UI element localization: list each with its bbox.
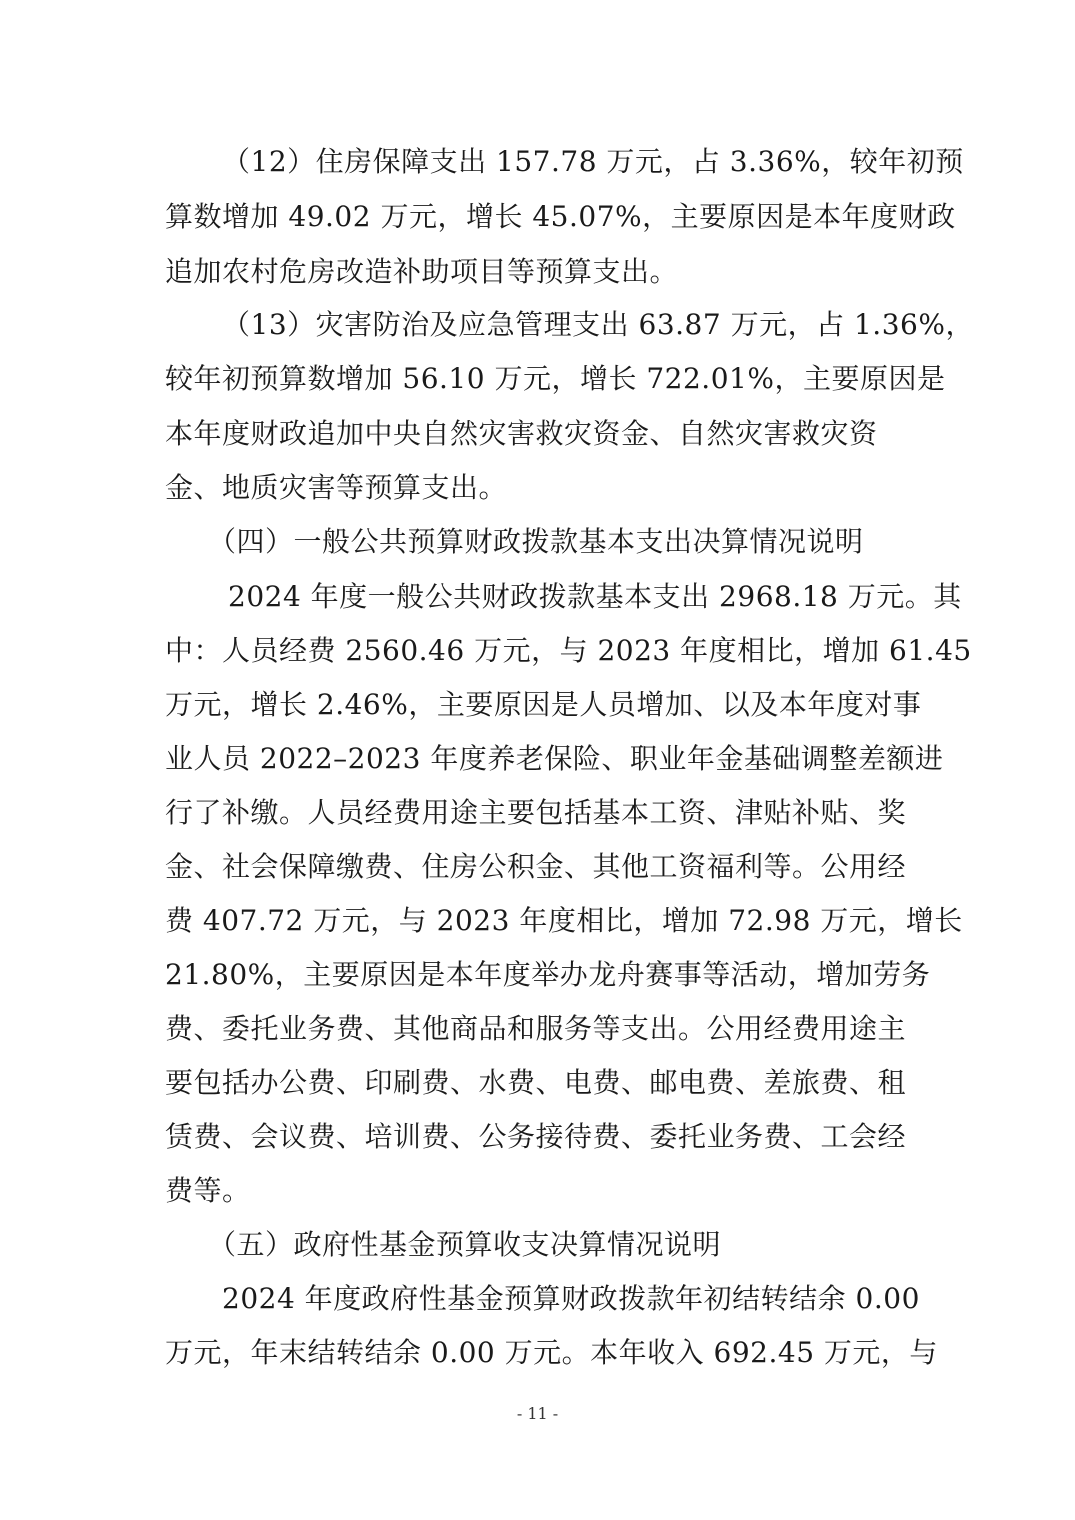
text-line: 万元，增长 2.46%，主要原因是人员增加、以及本年度对事	[165, 688, 922, 721]
text-line: 本年度财政追加中央自然灾害救灾资金、自然灾害救灾资	[165, 417, 878, 450]
text-line: 赁费、会议费、培训费、公务接待费、委托业务费、工会经	[165, 1120, 907, 1153]
section-heading-4: （四）一般公共预算财政拨款基本支出决算情况说明	[208, 525, 864, 558]
text-line: 2024 年度一般公共财政拨款基本支出 2968.18 万元。其	[228, 580, 962, 613]
text-line: 万元，年末结转结余 0.00 万元。本年收入 692.45 万元，与	[165, 1336, 938, 1369]
text-line: 行了补缴。人员经费用途主要包括基本工资、津贴补贴、奖	[165, 796, 907, 829]
text-line: 金、社会保障缴费、住房公积金、其他工资福利等。公用经	[165, 850, 907, 883]
section-heading-5: （五）政府性基金预算收支决算情况说明	[208, 1228, 722, 1261]
text-line: 中：人员经费 2560.46 万元，与 2023 年度相比，增加 61.45	[165, 634, 972, 667]
text-line: 算数增加 49.02 万元，增长 45.07%，主要原因是本年度财政	[165, 200, 956, 233]
text-line: （12）住房保障支出 157.78 万元，占 3.36%，较年初预	[222, 145, 964, 178]
text-line: 2024 年度政府性基金预算财政拨款年初结转结余 0.00	[222, 1282, 920, 1315]
text-line: 费、委托业务费、其他商品和服务等支出。公用经费用途主	[165, 1012, 907, 1045]
text-line: 费 407.72 万元，与 2023 年度相比，增加 72.98 万元，增长	[165, 904, 963, 937]
text-line: 要包括办公费、印刷费、水费、电费、邮电费、差旅费、租	[165, 1066, 907, 1099]
text-line: 金、地质灾害等预算支出。	[165, 471, 508, 504]
text-line: 费等。	[165, 1174, 251, 1207]
text-line: 追加农村危房改造补助项目等预算支出。	[165, 255, 679, 288]
page-number: - 11 -	[516, 1404, 559, 1423]
text-line: 21.80%，主要原因是本年度举办龙舟赛事等活动，增加劳务	[165, 958, 931, 991]
text-line: （13）灾害防治及应急管理支出 63.87 万元，占 1.36%，	[222, 308, 974, 341]
text-line: 较年初预算数增加 56.10 万元，增长 722.01%，主要原因是	[165, 362, 946, 395]
text-line: 业人员 2022–2023 年度养老保险、职业年金基础调整差额进	[165, 742, 944, 775]
